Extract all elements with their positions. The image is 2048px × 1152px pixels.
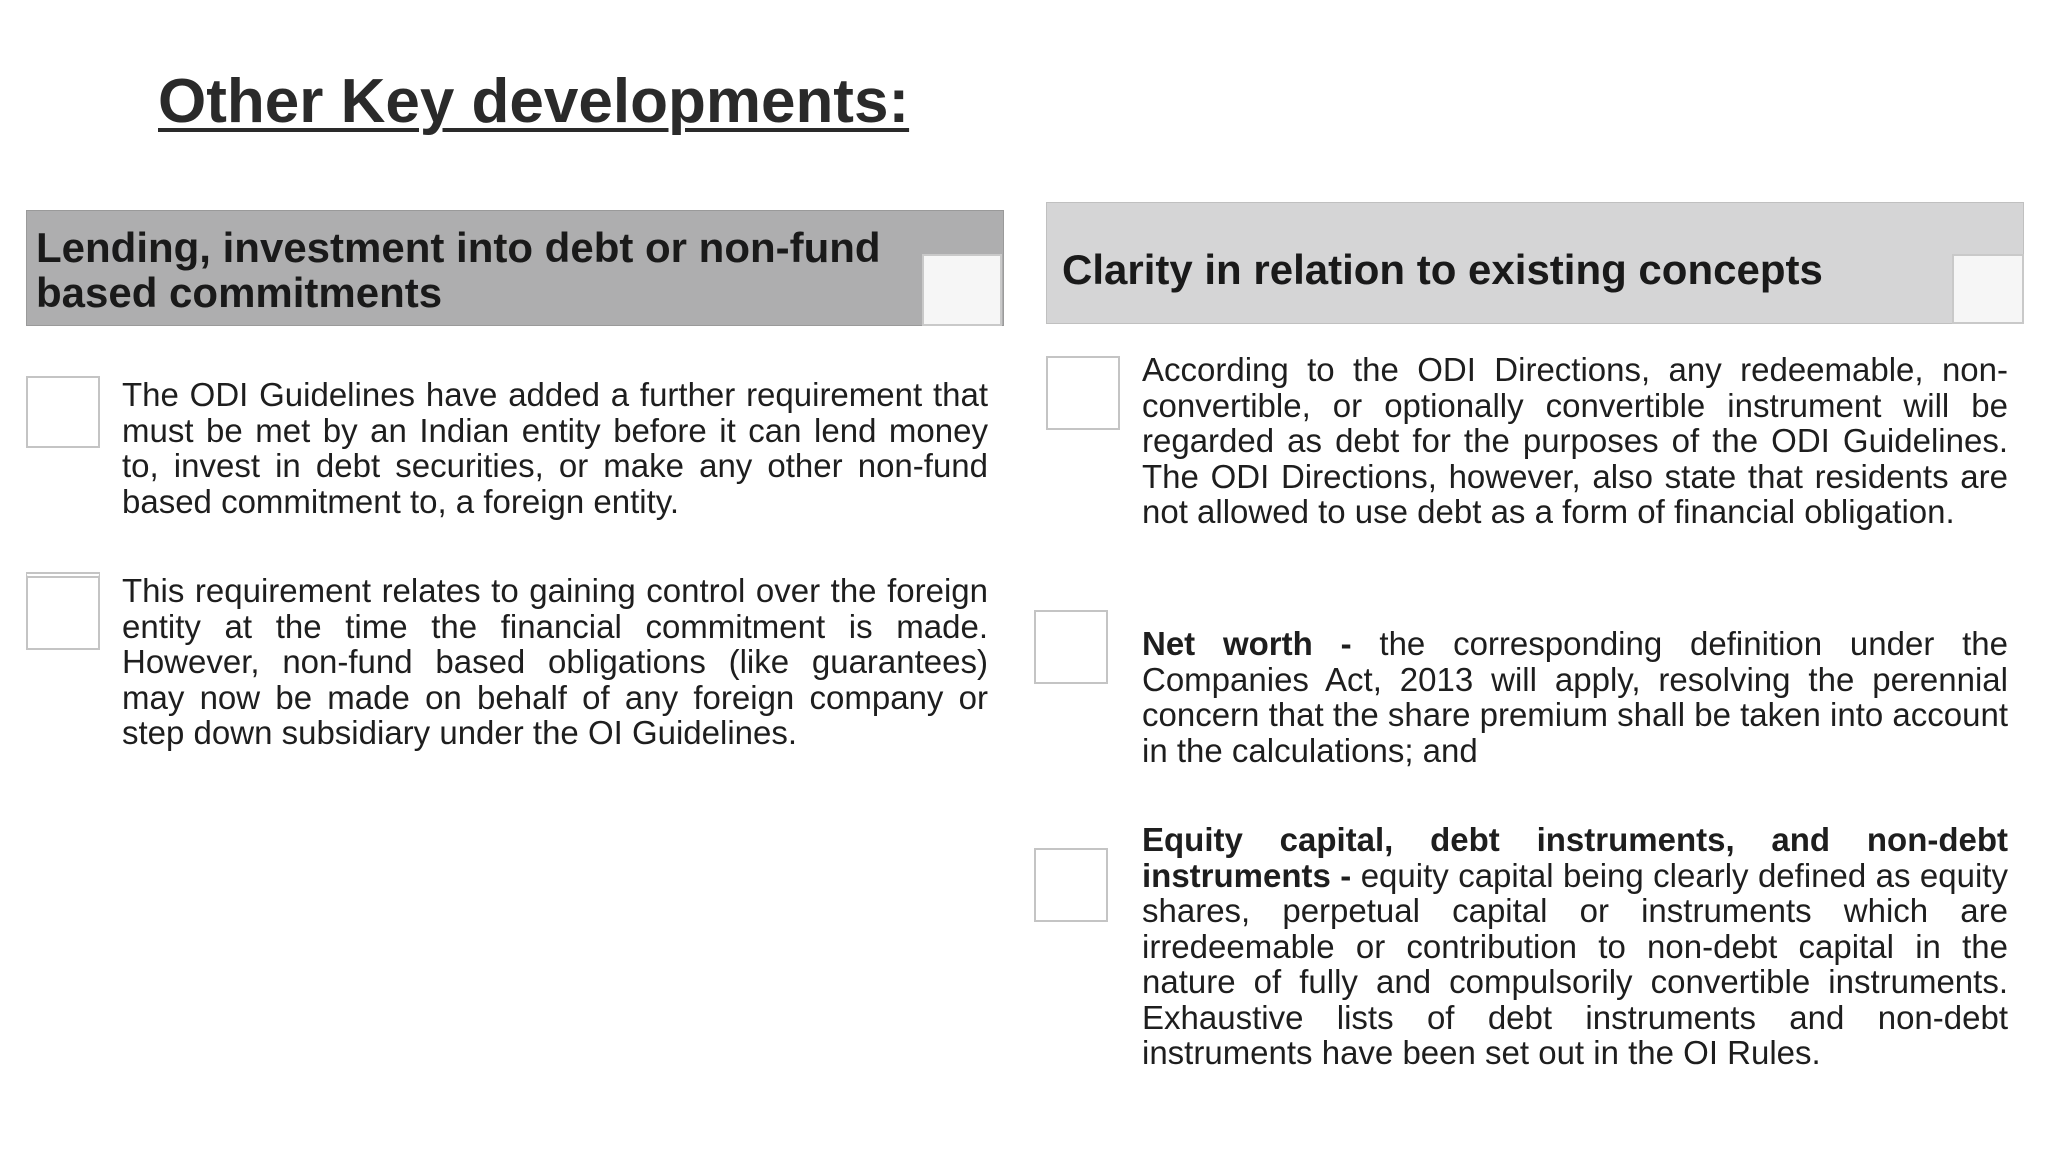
lending-paragraph-1: The ODI Guidelines have added a further requirement that must be met by an Indian entity before it can lend money to, invest in debt securities, or make any other non-fund based commitment to, a foreign entity.	[122, 376, 988, 520]
clarity-section-title: Clarity in relation to existing concepts	[1062, 246, 1823, 293]
equity-capital-text: equity capital being clearly defined as equity shares, perpetual capital or instruments which are irredeemable or contribution to non-debt capital in the nature of fully and compulsorily convertible instruments. Exhaustive lists of debt instruments and non-debt instruments have been set out in the OI Rules.	[1142, 856, 2008, 1071]
bullet-box-right-1	[1046, 356, 1120, 430]
bullet-box-right-2	[1034, 610, 1108, 684]
clarity-paragraph-1	[1142, 352, 2008, 530]
bullet-box-left-2	[26, 572, 100, 650]
equity-capital-term: Equity capital, debt instruments, and non-debt instruments -	[1142, 821, 2008, 894]
lending-section-header	[26, 210, 1004, 326]
equity-capital-paragraph	[1142, 822, 2008, 1071]
clarity-paragraph-1-text: According to the ODI Directions, any redeemable, non-convertible, or optionally convertible instrument will be regarded as debt for the purposes of the ODI Guidelines. The ODI Directions, however, also state that residents are not allowed to use debt as a form of financial obligation.	[1142, 351, 2008, 530]
header-square-right	[1952, 254, 2024, 324]
header-square-left	[922, 254, 1002, 326]
clarity-section-header	[1046, 202, 2024, 324]
bullet-box-right-3	[1034, 848, 1108, 922]
lending-section-title: Lending, investment into debt or non-fund based commitments	[36, 224, 881, 316]
net-worth-paragraph	[1142, 626, 2008, 768]
bullet-box-left-1	[26, 376, 100, 448]
page-title: Other Key developments:	[158, 67, 910, 136]
lending-paragraph-2: This requirement relates to gaining control over the foreign entity at the time the financial commitment is made. However, non-fund based obligations (like guarantees) may now be made on behalf of any foreign company or step down subsidiary under the OI Guidelines.	[122, 572, 988, 751]
net-worth-text: the corresponding definition under the Companies Act, 2013 will apply, resolving the perennial concern that the share premium shall be taken into account in the calculations; and	[1142, 625, 2008, 769]
net-worth-term: Net worth -	[1142, 625, 1352, 662]
